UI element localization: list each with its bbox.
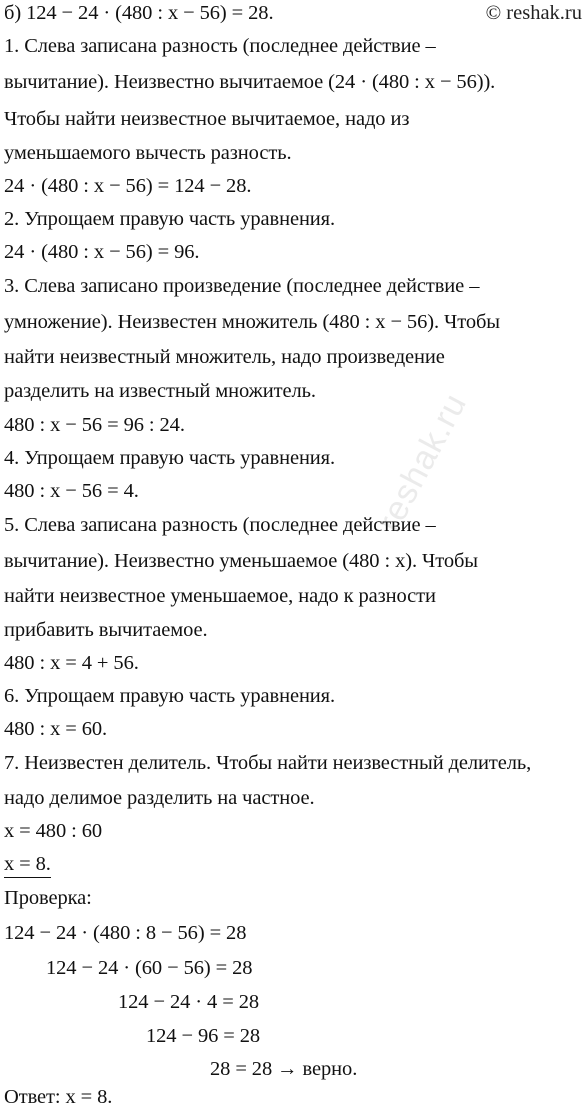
solution-line: вычитание). Неизвестно уменьшаемое (480 : x). Чтобы bbox=[4, 550, 478, 572]
solution-line: найти неизвестное уменьшаемое, надо к разности bbox=[4, 585, 436, 607]
problem-statement: б) 124 − 24 · (480 : x − 56) = 28. bbox=[4, 2, 274, 24]
solution-line: умножение). Неизвестен множитель (480 : x − 56). Чтобы bbox=[4, 311, 500, 333]
solution-line: найти неизвестный множитель, надо произведение bbox=[4, 346, 445, 368]
equation-line: x = 480 : 60 bbox=[4, 820, 103, 842]
solution-line: 2. Упрощаем правую часть уравнения. bbox=[4, 208, 336, 230]
solution-line: Чтобы найти неизвестное вычитаемое, надо из bbox=[4, 108, 410, 130]
check-line: 28 = 28 → верно. bbox=[210, 1058, 358, 1080]
check-line: 124 − 96 = 28 bbox=[146, 1025, 261, 1047]
check-line: 124 − 24 · (480 : 8 − 56) = 28 bbox=[4, 922, 247, 944]
equation-line: 480 : x = 60. bbox=[4, 718, 108, 740]
equation-line: 480 : x = 4 + 56. bbox=[4, 652, 139, 674]
solution-line: уменьшаемого вычесть разность. bbox=[4, 142, 292, 164]
solution-line: 3. Слева записано произведение (последнее действие – bbox=[4, 275, 480, 297]
credit-text: © reshak.ru bbox=[485, 2, 582, 24]
equation-line: 24 · (480 : x − 56) = 96. bbox=[4, 241, 200, 263]
solution-line: 5. Слева записана разность (последнее действие – bbox=[4, 514, 436, 536]
answer-line: Ответ: x = 8. bbox=[4, 1086, 113, 1108]
solution-line: 1. Слева записана разность (последнее действие – bbox=[4, 35, 436, 57]
check-heading: Проверка: bbox=[4, 887, 92, 909]
solution-line: разделить на известный множитель. bbox=[4, 380, 316, 402]
check-line: 124 − 24 · (60 − 56) = 28 bbox=[46, 957, 253, 979]
equation-line: 24 · (480 : x − 56) = 124 − 28. bbox=[4, 175, 252, 197]
solution-line: 4. Упрощаем правую часть уравнения. bbox=[4, 447, 336, 469]
check-line: 124 − 24 · 4 = 28 bbox=[118, 991, 259, 1013]
solution-line: 6. Упрощаем правую часть уравнения. bbox=[4, 685, 336, 707]
solution-line: прибавить вычитаемое. bbox=[4, 619, 208, 641]
result-line: x = 8. bbox=[4, 851, 51, 878]
solution-line: вычитание). Неизвестно вычитаемое (24 · (480 : x − 56)). bbox=[4, 71, 496, 93]
solution-line: надо делимое разделить на частное. bbox=[4, 787, 315, 809]
watermark-text: reshak.ru bbox=[370, 386, 475, 538]
solution-line: 7. Неизвестен делитель. Чтобы найти неизвестный делитель, bbox=[4, 752, 532, 774]
equation-line: 480 : x − 56 = 4. bbox=[4, 480, 139, 502]
equation-line: 480 : x − 56 = 96 : 24. bbox=[4, 414, 185, 436]
